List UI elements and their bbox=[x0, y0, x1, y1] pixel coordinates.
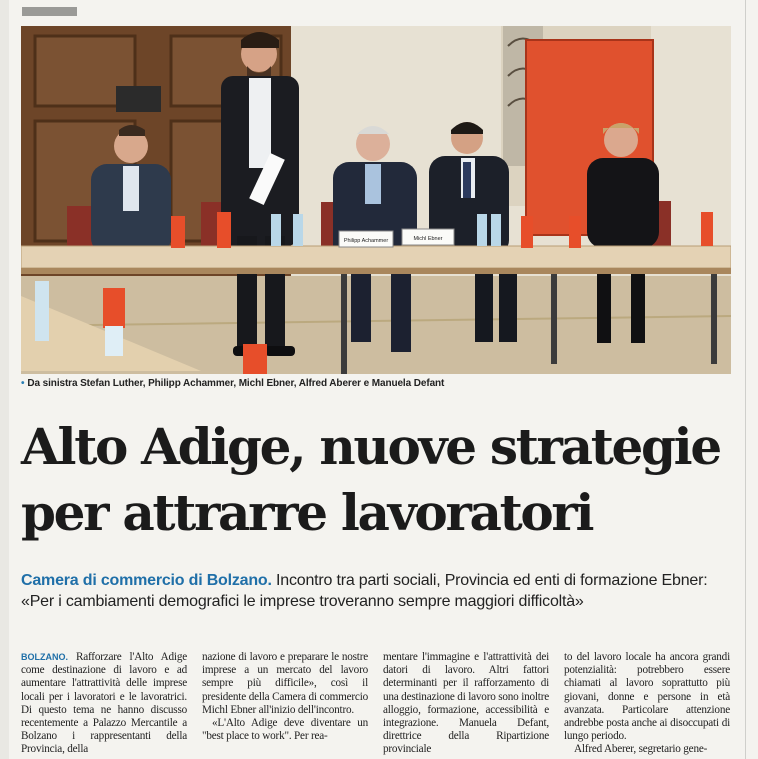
col4-paragraph-2: Alfred Aberer, segretario gene- bbox=[574, 743, 708, 756]
page-edge bbox=[0, 0, 9, 759]
col4-paragraph-1: to del lavoro locale ha ancora grandi potenzialità: potrebbero essere chiamati al lavoro soprattutto più giovani, donne e persone in età avanzata. Particolare attenzione andrebbe posta anche ai disoccupati di lungo periodo. bbox=[564, 651, 730, 743]
photo-caption bbox=[21, 378, 731, 389]
col2-paragraph-1: nazione di lavoro e preparare le nostre imprese a un mercato del lavoro sempre più difficile», così il presidente della Camera di commercio Michl Ebner all'inizio dell'incontro. bbox=[202, 651, 368, 716]
kicker bbox=[21, 570, 741, 612]
body-column-4 bbox=[564, 651, 730, 757]
body-column-2 bbox=[202, 651, 368, 743]
col2-paragraph-2: «L'Alto Adige deve diventare un "best place to work". Per rea- bbox=[202, 717, 368, 743]
nameplate-ebner: Michl Ebner bbox=[413, 236, 443, 242]
col3-text: mentare l'immagine e l'attrattività dei datori di lavoro. Altri fattori determinanti per il rafforzamento di una destinazione di lavoro sono inoltre alloggio, formazione, accessibilità e integrazione. Manuela Defant, direttrice della Ripartizione provinciale bbox=[383, 651, 549, 756]
body-column-3 bbox=[383, 651, 549, 757]
section-tab bbox=[22, 7, 77, 16]
nameplate-achammer: Philipp Achammer bbox=[343, 238, 389, 244]
caption-text: Da sinistra Stefan Luther, Philipp Achammer, Michl Ebner, Alfred Aberer e Manuela Defant bbox=[27, 378, 445, 389]
article-body bbox=[21, 651, 731, 759]
dateline: BOLZANO. bbox=[21, 652, 68, 662]
column-rule bbox=[745, 0, 746, 759]
headline-line-2: per attrarre lavoratori bbox=[21, 483, 593, 542]
bullet-icon: • bbox=[21, 378, 25, 389]
kicker-lead: Camera di commercio di Bolzano. bbox=[21, 572, 272, 589]
col1-text: Rafforzare l'Alto Adige come destinazione di lavoro e ad aumentare l'attrattività delle imprese locali per i lavoratori e le lavoratrici. Di questo tema ne hanno discusso recentemente a Palazzo Mercantile a Bolzano i rappresentanti della Provincia, della bbox=[21, 651, 187, 756]
body-column-1 bbox=[21, 651, 187, 757]
kicker-rest: Incontro tra parti sociali, Provincia ed enti di formazione Ebner: «Per i cambiamenti demografici le imprese troveranno sempre maggiori difficoltà» bbox=[21, 572, 708, 610]
headline bbox=[21, 414, 741, 546]
article-photo bbox=[21, 26, 731, 374]
headline-line-1: Alto Adige, nuove strategie bbox=[21, 417, 720, 476]
